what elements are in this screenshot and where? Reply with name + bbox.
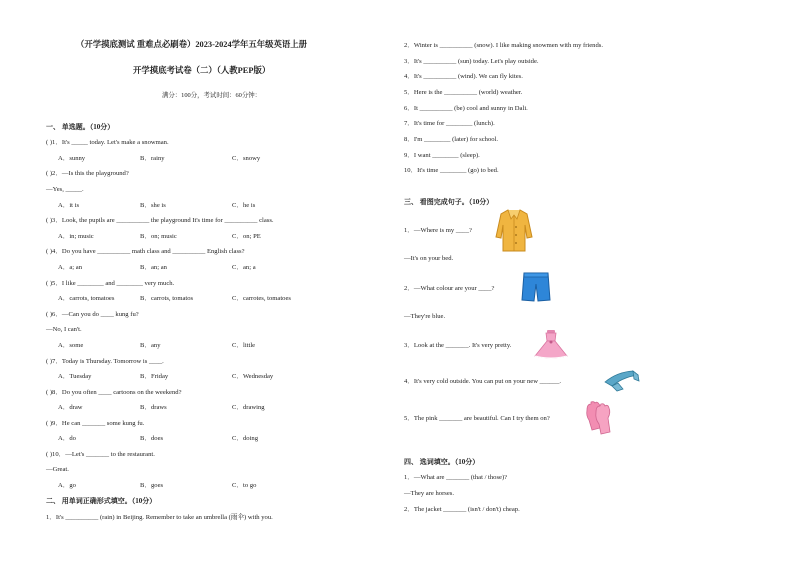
q10-stem: ( )10．—Let's _______ to the restaurant. bbox=[46, 451, 155, 458]
q2-option-c: C．he is bbox=[232, 202, 256, 209]
q1-stem: ( )1．It's _____ today. Let's make a snowman. bbox=[46, 139, 169, 146]
section3-heading: 三、 看图完成句子。（10分） bbox=[404, 198, 494, 206]
fill-item-10: 10．It's time ________ (go) to bed. bbox=[404, 167, 499, 174]
choice-item-1: 1．—What are _______ (that / those)? bbox=[404, 474, 508, 481]
q5-option-a: A．carrots, tomatoes bbox=[58, 295, 115, 302]
exam-meta: 满分：100分，考试时间：60分钟： bbox=[162, 92, 262, 99]
exam-title-line1: （开学摸底测试 重难点必刷卷）2023-2024学年五年级英语上册 bbox=[76, 40, 308, 49]
exam-title-line2: 开学摸底考试卷（二）（人教PEP版） bbox=[133, 66, 271, 75]
fill-item-4: 4．It's __________ (wind). We can fly kites. bbox=[404, 73, 523, 80]
q8-option-b: B．draws bbox=[140, 404, 167, 411]
q1-option-a: A．sunny bbox=[58, 155, 86, 162]
fill-item-6: 6．It __________ (be) cool and sunny in Dali. bbox=[404, 105, 528, 112]
q10-option-a: A．go bbox=[58, 482, 76, 489]
q4-option-c: C．an; a bbox=[232, 264, 256, 271]
jacket-icon bbox=[494, 207, 534, 253]
q5-stem: ( )5．I like ________ and ________ very much. bbox=[46, 280, 175, 287]
shorts-icon bbox=[521, 270, 551, 304]
q5-option-c: C．carrotes, tomatoes bbox=[232, 295, 291, 302]
q3-option-a: A．in; music bbox=[58, 233, 94, 240]
fill-item-7: 7．It's time for ________ (lunch). bbox=[404, 120, 495, 127]
q9-option-c: C．doing bbox=[232, 435, 259, 442]
q10-extra: —Great. bbox=[46, 466, 69, 473]
section4-heading: 四、 选词填空。（10分） bbox=[404, 458, 480, 466]
q6-option-b: B．any bbox=[140, 342, 161, 349]
q4-option-a: A．a; an bbox=[58, 264, 82, 271]
fill-item-3: 3．It's __________ (sun) today. Let's play outside. bbox=[404, 58, 539, 65]
picture-item-2: 2．—What colour are your ____? bbox=[404, 285, 495, 292]
fill-item-5: 5．Here is the __________ (world) weather. bbox=[404, 89, 523, 96]
gloves-icon bbox=[584, 400, 614, 436]
q2-option-a: A．it is bbox=[58, 202, 80, 209]
q6-option-c: C．little bbox=[232, 342, 256, 349]
fill-item-8: 8．I'm ________ (later) for school. bbox=[404, 136, 499, 143]
fill-item-1: 1．It's __________ (rain) in Beijing. Remember to take an umbrella (雨伞) with you. bbox=[46, 514, 273, 521]
picture-item-1-answer: —It's on your bed. bbox=[404, 255, 454, 262]
q1-option-b: B．rainy bbox=[140, 155, 165, 162]
picture-item-2-answer: —They're blue. bbox=[404, 313, 446, 320]
q2-option-b: B．she is bbox=[140, 202, 166, 209]
q3-option-b: B．on; music bbox=[140, 233, 177, 240]
dress-icon bbox=[533, 328, 569, 360]
q7-option-b: B．Friday bbox=[140, 373, 169, 380]
q2-extra: —Yes, _____. bbox=[46, 186, 84, 193]
q6-option-a: A．some bbox=[58, 342, 84, 349]
q3-stem: ( )3．Look, the pupils are __________ the playground It's time for __________ class. bbox=[46, 217, 274, 224]
q4-option-b: B．an; an bbox=[140, 264, 167, 271]
scarf-icon bbox=[603, 368, 641, 392]
fill-item-2: 2．Winter is __________ (snow). I like making snowmen with my friends. bbox=[404, 42, 603, 49]
section1-heading: 一、 单选题。（10分） bbox=[46, 123, 115, 131]
q1-option-c: C．snowy bbox=[232, 155, 261, 162]
q6-stem: ( )6．—Can you do ____ kung fu? bbox=[46, 311, 139, 318]
q4-stem: ( )4．Do you have __________ math class and __________ English class? bbox=[46, 248, 245, 255]
q8-option-a: A．draw bbox=[58, 404, 83, 411]
q9-stem: ( )9．He can _______ some kung fu. bbox=[46, 420, 145, 427]
q6-extra: —No, I can't. bbox=[46, 326, 82, 333]
fill-item-9: 9．I want ________ (sleep). bbox=[404, 152, 480, 159]
q8-option-c: C．drawing bbox=[232, 404, 265, 411]
q2-stem: ( )2．—Is this the playground? bbox=[46, 170, 129, 177]
q8-stem: ( )8．Do you often ____ cartoons on the weekend? bbox=[46, 389, 182, 396]
q7-option-a: A．Tuesday bbox=[58, 373, 92, 380]
picture-item-1: 1．—Where is my ____? bbox=[404, 227, 472, 234]
section2-heading: 二、 用单词正确形式填空。（10分） bbox=[46, 497, 157, 505]
picture-item-3: 3．Look at the _______. It's very pretty. bbox=[404, 342, 512, 349]
q9-option-b: B．does bbox=[140, 435, 164, 442]
q7-option-c: C．Wednesday bbox=[232, 373, 274, 380]
picture-item-4: 4．It's very cold outside. You can put on your new ______. bbox=[404, 378, 562, 385]
q3-option-c: C．on; PE bbox=[232, 233, 261, 240]
choice-item-2: 2．The jacket _______ (isn't / don't) cheap. bbox=[404, 506, 520, 513]
q7-stem: ( )7．Today is Thursday. Tomorrow is ____. bbox=[46, 358, 164, 365]
q10-option-c: C．to go bbox=[232, 482, 257, 489]
q5-option-b: B．carrots, tomatos bbox=[140, 295, 194, 302]
choice-item-1-answer: —They are horses. bbox=[404, 490, 454, 497]
q10-option-b: B．goes bbox=[140, 482, 164, 489]
picture-item-5: 5．The pink _______ are beautiful. Can I try them on? bbox=[404, 415, 550, 422]
q9-option-a: A．do bbox=[58, 435, 76, 442]
